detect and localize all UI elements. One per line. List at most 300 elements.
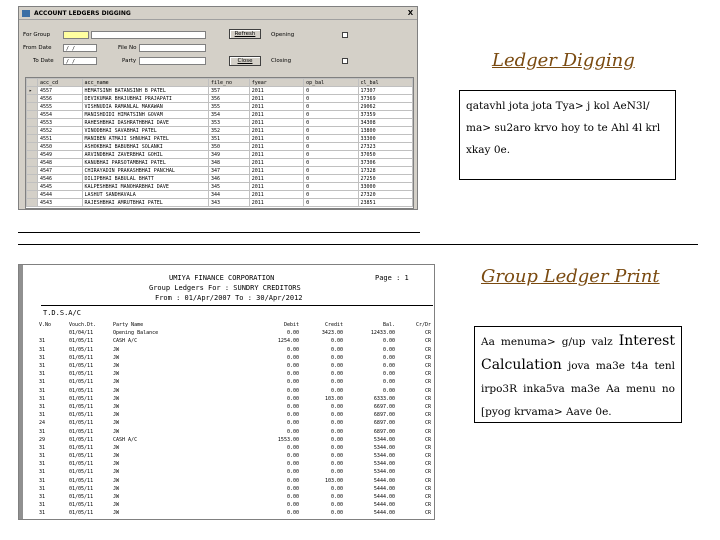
report-cell: 01/05/11 bbox=[69, 494, 94, 501]
report-cell: 01/05/11 bbox=[69, 485, 94, 492]
report-cell: 01/05/11 bbox=[69, 469, 94, 476]
ledger-cell-fyear[interactable]: 2011 bbox=[249, 191, 303, 199]
report-cell: 6897.00 bbox=[373, 412, 395, 419]
report-cell: 1553.00 bbox=[277, 436, 299, 443]
app-icon bbox=[22, 10, 30, 17]
ledger-cell-acc_name[interactable]: DILIPBHAI BABULAL BHATT bbox=[82, 175, 208, 183]
report-cell: 0.00 bbox=[286, 420, 299, 427]
report-row bbox=[39, 346, 431, 354]
ledger-cell-acc_cd[interactable]: 4552 bbox=[37, 127, 82, 135]
desc-text-pre: Aa menuma> g/up valz bbox=[481, 336, 613, 348]
report-cell: 31 bbox=[39, 354, 46, 361]
ledger-cell-acc_name[interactable]: KALPESHBHAI MANOHARBHAI DAVE bbox=[82, 183, 208, 191]
report-cell: 31 bbox=[39, 371, 46, 378]
report-cell: 0.00 bbox=[286, 461, 299, 468]
opening-label: Opening bbox=[271, 32, 295, 38]
report-cell: JW bbox=[113, 510, 120, 517]
report-row bbox=[39, 436, 431, 444]
row-selector[interactable] bbox=[27, 183, 38, 191]
ledger-cell-fyear[interactable]: 2011 bbox=[249, 111, 303, 119]
report-cell: 0.00 bbox=[286, 412, 299, 419]
ledger-row[interactable] bbox=[27, 119, 413, 127]
ledger-row[interactable] bbox=[27, 135, 413, 143]
ledger-cell-acc_name[interactable]: RAHESHBHAI DASHRATHBHAI DAVE bbox=[82, 119, 208, 127]
ledger-cell-file_no[interactable]: 356 bbox=[208, 95, 249, 103]
ledger-cell-fyear[interactable]: 2011 bbox=[249, 159, 303, 167]
ledger-cell-acc_cd[interactable]: 4544 bbox=[37, 191, 82, 199]
report-cell: 0.00 bbox=[330, 363, 343, 370]
ledger-row[interactable] bbox=[27, 127, 413, 135]
col-header[interactable]: file_no bbox=[208, 79, 249, 87]
ledger-cell-file_no[interactable]: 351 bbox=[208, 135, 249, 143]
ledger-cell-fyear[interactable]: 2011 bbox=[249, 95, 303, 103]
report-col-header: Credit bbox=[324, 322, 343, 329]
closing-label: Closing bbox=[271, 58, 292, 64]
ledger-cell-acc_cd[interactable]: 4556 bbox=[37, 95, 82, 103]
report-cell: 5444.00 bbox=[373, 502, 395, 509]
ledger-cell-cl_bal[interactable]: 29062 bbox=[358, 103, 412, 111]
report-col-header: Bal. bbox=[382, 322, 395, 329]
row-pointer-icon[interactable]: ▸ bbox=[27, 87, 38, 95]
report-cell: 0.00 bbox=[286, 330, 299, 337]
row-selector[interactable] bbox=[27, 127, 38, 135]
report-cell: 0.00 bbox=[286, 387, 299, 394]
ledger-cell-fyear[interactable]: 2011 bbox=[249, 199, 303, 207]
report-cell: 01/05/11 bbox=[69, 363, 94, 370]
ledger-cell-file_no[interactable]: 349 bbox=[208, 151, 249, 159]
report-cell: 0.00 bbox=[286, 346, 299, 353]
for-group-name-input[interactable] bbox=[91, 31, 206, 39]
ledger-cell-cl_bal[interactable]: 37050 bbox=[358, 151, 412, 159]
report-cell: 5344.00 bbox=[373, 436, 395, 443]
ledger-cell-fyear[interactable]: 2011 bbox=[249, 127, 303, 135]
report-cell: 31 bbox=[39, 510, 46, 517]
ledger-row[interactable] bbox=[27, 175, 413, 183]
report-row bbox=[39, 501, 431, 509]
ledger-cell-cl_bal[interactable]: 37359 bbox=[358, 111, 412, 119]
col-header[interactable]: acc_name bbox=[82, 79, 208, 87]
row-selector[interactable] bbox=[27, 143, 38, 151]
ledger-cell-op_bal[interactable]: 0 bbox=[304, 159, 358, 167]
report-cell: 01/05/11 bbox=[69, 510, 94, 517]
report-cell: 31 bbox=[39, 387, 46, 394]
report-cell: CR bbox=[424, 346, 431, 353]
report-cell: 0.00 bbox=[330, 379, 343, 386]
window-title: ACCOUNT LEDGERS DIGGING bbox=[34, 9, 131, 17]
report-col-header: Debit bbox=[283, 322, 299, 329]
report-row bbox=[39, 403, 431, 411]
ledger-cell-fyear[interactable]: 2011 bbox=[249, 183, 303, 191]
ledger-cell-file_no[interactable]: 344 bbox=[208, 191, 249, 199]
ledger-cell-acc_name[interactable]: LASHUT SANDHAVALA bbox=[82, 191, 208, 199]
ledger-cell-op_bal[interactable]: 0 bbox=[304, 191, 358, 199]
report-cell: JW bbox=[113, 461, 120, 468]
report-cell: 31 bbox=[39, 502, 46, 509]
party-label: Party bbox=[122, 58, 137, 64]
report-cell: CR bbox=[424, 428, 431, 435]
report-cell: 0.00 bbox=[382, 338, 395, 345]
ledger-cell-op_bal[interactable]: 0 bbox=[304, 175, 358, 183]
report-cell: JW bbox=[113, 379, 120, 386]
report-cell: 01/05/11 bbox=[69, 387, 94, 394]
report-row bbox=[39, 477, 431, 485]
closing-checkbox[interactable] bbox=[342, 58, 348, 64]
report-cell: 3423.00 bbox=[321, 330, 343, 337]
report-row bbox=[39, 362, 431, 370]
report-cell: 0.00 bbox=[286, 469, 299, 476]
report-cell: JW bbox=[113, 363, 120, 370]
refresh-button[interactable]: Refresh bbox=[229, 29, 261, 39]
ledger-row[interactable] bbox=[27, 95, 413, 103]
ledger-cell-op_bal[interactable]: 0 bbox=[304, 103, 358, 111]
window-titlebar bbox=[19, 7, 417, 20]
report-cell: CASH A/C bbox=[113, 338, 138, 345]
report-cell: CR bbox=[424, 510, 431, 517]
report-row bbox=[39, 468, 431, 476]
report-cell: JW bbox=[113, 494, 120, 501]
ledger-cell-acc_cd[interactable]: 4550 bbox=[37, 143, 82, 151]
report-cell: JW bbox=[113, 420, 120, 427]
desc-interest: Interest bbox=[618, 333, 675, 349]
col-header[interactable]: fyear bbox=[249, 79, 303, 87]
file-no-input[interactable] bbox=[139, 44, 206, 52]
report-cell: 01/05/11 bbox=[69, 436, 94, 443]
report-row bbox=[39, 452, 431, 460]
ledger-row[interactable] bbox=[27, 167, 413, 175]
ledger-cell-op_bal[interactable]: 0 bbox=[304, 135, 358, 143]
report-row bbox=[39, 493, 431, 501]
ledger-digging-window bbox=[18, 6, 418, 210]
ledger-cell-fyear[interactable]: 2011 bbox=[249, 87, 303, 95]
report-row bbox=[39, 411, 431, 419]
party-input[interactable] bbox=[139, 57, 206, 65]
report-cell: Opening Balance bbox=[113, 330, 159, 337]
row-selector[interactable] bbox=[27, 191, 38, 199]
report-cell: 5444.00 bbox=[373, 485, 395, 492]
report-cell: 31 bbox=[39, 379, 46, 386]
ledger-cell-fyear[interactable]: 2011 bbox=[249, 167, 303, 175]
report-cell: CR bbox=[424, 403, 431, 410]
ledger-cell-acc_name[interactable]: RAJESHBHAI AMRUTBHAI PATEL bbox=[82, 199, 208, 207]
ledger-cell-fyear[interactable]: 2011 bbox=[249, 119, 303, 127]
report-col-header: Vouch.Dt. bbox=[69, 322, 97, 329]
report-section-title: T.D.S.A/C bbox=[43, 309, 81, 317]
report-cell: JW bbox=[113, 444, 120, 451]
report-cell: 5444.00 bbox=[373, 494, 395, 501]
report-cell: 01/05/11 bbox=[69, 395, 94, 402]
report-cell: 0.00 bbox=[286, 354, 299, 361]
report-cell: 5444.00 bbox=[373, 510, 395, 517]
ledger-cell-file_no[interactable]: 347 bbox=[208, 167, 249, 175]
ledger-cell-acc_cd[interactable]: 4546 bbox=[37, 175, 82, 183]
ledger-cell-file_no[interactable]: 354 bbox=[208, 111, 249, 119]
ledger-cell-acc_name[interactable]: DEVIKUMAR BHAJUBHAI PRAJAPATI bbox=[82, 95, 208, 103]
ledger-row[interactable] bbox=[27, 151, 413, 159]
ledger-cell-acc_cd[interactable]: 4545 bbox=[37, 183, 82, 191]
report-cell: JW bbox=[113, 502, 120, 509]
row-selector[interactable] bbox=[27, 151, 38, 159]
ledger-cell-file_no[interactable]: 355 bbox=[208, 103, 249, 111]
ledger-cell-acc_name[interactable]: VISHNUDIA RAMANLAL MAKAWAN bbox=[82, 103, 208, 111]
to-date-input[interactable]: / / bbox=[63, 57, 97, 65]
report-cell: 0.00 bbox=[330, 453, 343, 460]
ledger-cell-acc_cd[interactable]: 4543 bbox=[37, 199, 82, 207]
opening-checkbox[interactable] bbox=[342, 32, 348, 38]
report-cell: CR bbox=[424, 494, 431, 501]
ledger-cell-acc_cd[interactable]: 4547 bbox=[37, 167, 82, 175]
report-cell: JW bbox=[113, 412, 120, 419]
report-cell: 5344.00 bbox=[373, 469, 395, 476]
ledger-cell-acc_name[interactable]: ASHOKBHAI BABUBHAI SOLANKI bbox=[82, 143, 208, 151]
ledger-cell-op_bal[interactable]: 0 bbox=[304, 151, 358, 159]
report-cell: 01/05/11 bbox=[69, 371, 94, 378]
report-cell: 0.00 bbox=[286, 453, 299, 460]
ledger-cell-fyear[interactable]: 2011 bbox=[249, 143, 303, 151]
report-cell: 103.00 bbox=[324, 477, 343, 484]
report-cell: 0.00 bbox=[286, 428, 299, 435]
report-cell: 01/05/11 bbox=[69, 502, 94, 509]
ledger-row[interactable] bbox=[27, 111, 413, 119]
ledger-cell-op_bal[interactable]: 0 bbox=[304, 127, 358, 135]
report-cell: 24 bbox=[39, 420, 46, 427]
ledger-cell-file_no[interactable]: 343 bbox=[208, 199, 249, 207]
report-col-header: Party Name bbox=[113, 322, 144, 329]
report-row bbox=[39, 378, 431, 386]
row-selector[interactable] bbox=[27, 95, 38, 103]
report-cell: JW bbox=[113, 428, 120, 435]
row-selector[interactable] bbox=[27, 199, 38, 207]
report-row bbox=[39, 337, 431, 345]
report-cell: CR bbox=[424, 387, 431, 394]
ledger-cell-file_no[interactable]: 353 bbox=[208, 119, 249, 127]
report-cell: 0.00 bbox=[330, 469, 343, 476]
ledger-cell-acc_cd[interactable]: 4554 bbox=[37, 111, 82, 119]
report-cell: 31 bbox=[39, 412, 46, 419]
ledger-digging-description: qatavhl jota jota Tya> j kol AeN3l/ ma> su2aro krvo hoy to te Ahl 4l krl xkay 0e. bbox=[459, 90, 676, 180]
report-cell: JW bbox=[113, 485, 120, 492]
report-cell: JW bbox=[113, 354, 120, 361]
report-cell: 01/05/11 bbox=[69, 346, 94, 353]
ledger-cell-cl_bal[interactable]: 23851 bbox=[358, 199, 412, 207]
report-row bbox=[39, 509, 431, 517]
report-row bbox=[39, 387, 431, 395]
group-ledger-report-window bbox=[18, 264, 435, 520]
report-cell: CR bbox=[424, 330, 431, 337]
desc-text-post: jova ma3e t4a tenl irpo3R inka5va ma3e Aa menu no [pyog krvama> Aave 0e. bbox=[481, 360, 675, 418]
report-cell: 0.00 bbox=[286, 363, 299, 370]
close-icon[interactable]: X bbox=[407, 9, 414, 17]
ledger-cell-acc_name[interactable]: ARVINDBHAI ZAVERBHAI GOHIL bbox=[82, 151, 208, 159]
row-selector[interactable] bbox=[27, 111, 38, 119]
ledger-cell-cl_bal[interactable]: 27323 bbox=[358, 143, 412, 151]
report-cell: 0.00 bbox=[330, 485, 343, 492]
report-table bbox=[39, 321, 431, 518]
ledger-cell-acc_name[interactable]: MANIBEN ATMAJI SHNUHAI PATEL bbox=[82, 135, 208, 143]
ledger-cell-file_no[interactable]: 352 bbox=[208, 127, 249, 135]
report-col-header: V.No bbox=[39, 322, 52, 329]
report-cell: JW bbox=[113, 346, 120, 353]
report-cell: CR bbox=[424, 420, 431, 427]
report-page-number: Page : 1 bbox=[375, 274, 409, 282]
ledger-cell-file_no[interactable]: 350 bbox=[208, 143, 249, 151]
ledger-row[interactable] bbox=[27, 87, 413, 95]
report-cell: JW bbox=[113, 477, 120, 484]
ledger-cell-file_no[interactable]: 345 bbox=[208, 183, 249, 191]
ledger-cell-cl_bal[interactable]: 13800 bbox=[358, 127, 412, 135]
ledger-row[interactable] bbox=[27, 183, 413, 191]
ledger-cell-cl_bal[interactable]: 17328 bbox=[358, 167, 412, 175]
col-header[interactable]: cl_bal bbox=[358, 79, 412, 87]
ledger-cell-acc_cd[interactable]: 4549 bbox=[37, 151, 82, 159]
col-header[interactable]: op_bal bbox=[304, 79, 358, 87]
report-row bbox=[39, 460, 431, 468]
report-cell: 01/05/11 bbox=[69, 444, 94, 451]
report-cell: 0.00 bbox=[286, 371, 299, 378]
group-ledger-print-heading: Group Ledger Print bbox=[481, 266, 660, 287]
report-cell: 31 bbox=[39, 338, 46, 345]
report-cell: 31 bbox=[39, 428, 46, 435]
report-cell: CR bbox=[424, 485, 431, 492]
report-cell: JW bbox=[113, 453, 120, 460]
ledger-cell-op_bal[interactable]: 0 bbox=[304, 199, 358, 207]
ledger-cell-fyear[interactable]: 2011 bbox=[249, 175, 303, 183]
ledger-cell-acc_name[interactable]: MANISHDIDI HIMATSINH GOVAM bbox=[82, 111, 208, 119]
report-cell: JW bbox=[113, 403, 120, 410]
report-cell: 0.00 bbox=[382, 387, 395, 394]
ledger-row[interactable] bbox=[27, 143, 413, 151]
report-row bbox=[39, 354, 431, 362]
ledger-cell-cl_bal[interactable]: 27320 bbox=[358, 191, 412, 199]
report-cell: CR bbox=[424, 477, 431, 484]
report-cell: 0.00 bbox=[286, 395, 299, 402]
ledger-cell-file_no[interactable]: 348 bbox=[208, 159, 249, 167]
ledger-cell-op_bal[interactable]: 0 bbox=[304, 95, 358, 103]
report-cell: 0.00 bbox=[286, 403, 299, 410]
report-cell: 31 bbox=[39, 494, 46, 501]
report-cell: CR bbox=[424, 371, 431, 378]
report-cell: 5344.00 bbox=[373, 444, 395, 451]
ledger-cell-op_bal[interactable]: 0 bbox=[304, 111, 358, 119]
ledger-row[interactable] bbox=[27, 191, 413, 199]
ledger-cell-file_no[interactable]: 346 bbox=[208, 175, 249, 183]
ledger-cell-cl_bal[interactable]: 27250 bbox=[358, 175, 412, 183]
ledger-row[interactable] bbox=[27, 159, 413, 167]
report-cell: 01/05/11 bbox=[69, 354, 94, 361]
report-cell: 31 bbox=[39, 444, 46, 451]
ledger-cell-acc_cd[interactable]: 4557 bbox=[37, 87, 82, 95]
report-cell: 0.00 bbox=[286, 485, 299, 492]
col-header[interactable]: acc_cd bbox=[37, 79, 82, 87]
ledger-cell-acc_name[interactable]: VINODBHAI SAVABHAI PATEL bbox=[82, 127, 208, 135]
report-cell: 01/05/11 bbox=[69, 477, 94, 484]
ledger-cell-fyear[interactable]: 2011 bbox=[249, 151, 303, 159]
ledger-cell-cl_bal[interactable]: 33000 bbox=[358, 183, 412, 191]
ledger-cell-acc_name[interactable]: HEMATSINH BATANSINH B PATEL bbox=[82, 87, 208, 95]
report-cell: 0.00 bbox=[330, 346, 343, 353]
report-cell: CR bbox=[424, 469, 431, 476]
ledger-grid[interactable] bbox=[25, 77, 414, 209]
for-group-label: For Group bbox=[23, 32, 51, 38]
ledger-digging-heading: Ledger Digging bbox=[492, 50, 635, 71]
report-cell: 0.00 bbox=[286, 477, 299, 484]
row-selector[interactable] bbox=[27, 103, 38, 111]
report-cell: 31 bbox=[39, 363, 46, 370]
row-selector[interactable] bbox=[27, 159, 38, 167]
report-cell: 0.00 bbox=[330, 428, 343, 435]
report-cell: 31 bbox=[39, 469, 46, 476]
ledger-cell-cl_bal[interactable]: 17307 bbox=[358, 87, 412, 95]
ledger-row[interactable] bbox=[27, 103, 413, 111]
ledger-cell-fyear[interactable]: 2011 bbox=[249, 103, 303, 111]
report-cell: CR bbox=[424, 395, 431, 402]
ledger-cell-acc_cd[interactable]: 4553 bbox=[37, 119, 82, 127]
report-cell: 01/05/11 bbox=[69, 412, 94, 419]
report-cell: 6897.00 bbox=[373, 420, 395, 427]
ledger-row[interactable] bbox=[27, 199, 413, 207]
ledger-cell-cl_bal[interactable]: 37369 bbox=[358, 95, 412, 103]
file-no-label: File No bbox=[118, 45, 137, 51]
ledger-cell-op_bal[interactable]: 0 bbox=[304, 183, 358, 191]
group-ledger-description bbox=[474, 326, 682, 423]
grid-selector-header bbox=[27, 79, 38, 87]
from-date-input[interactable]: / / bbox=[63, 44, 97, 52]
report-cell: 0.00 bbox=[286, 502, 299, 509]
report-cell: 01/05/11 bbox=[69, 379, 94, 386]
ledger-cell-acc_name[interactable]: KANUBHAI PARSOTAMBHAI PATEL bbox=[82, 159, 208, 167]
ledger-cell-cl_bal[interactable]: 37306 bbox=[358, 159, 412, 167]
ledger-cell-acc_cd[interactable]: 4555 bbox=[37, 103, 82, 111]
report-cell: CR bbox=[424, 363, 431, 370]
ledger-cell-op_bal[interactable]: 0 bbox=[304, 143, 358, 151]
report-scrollbar[interactable] bbox=[19, 265, 23, 519]
ledger-cell-op_bal[interactable]: 0 bbox=[304, 167, 358, 175]
ledger-cell-op_bal[interactable]: 0 bbox=[304, 119, 358, 127]
report-cell: 5344.00 bbox=[373, 461, 395, 468]
row-selector[interactable] bbox=[27, 135, 38, 143]
report-cell: 01/05/11 bbox=[69, 428, 94, 435]
ledger-cell-file_no[interactable]: 357 bbox=[208, 87, 249, 95]
report-cell: 31 bbox=[39, 395, 46, 402]
report-title: Group Ledgers For : SUNDRY CREDITORS bbox=[149, 284, 301, 292]
ledger-cell-fyear[interactable]: 2011 bbox=[249, 135, 303, 143]
report-cell: JW bbox=[113, 469, 120, 476]
report-cell: 0.00 bbox=[330, 420, 343, 427]
report-cell: 1254.00 bbox=[277, 338, 299, 345]
divider-short bbox=[18, 232, 420, 233]
ledger-cell-acc_cd[interactable]: 4548 bbox=[37, 159, 82, 167]
report-row bbox=[39, 419, 431, 427]
row-selector[interactable] bbox=[27, 119, 38, 127]
close-button[interactable]: Close bbox=[229, 56, 261, 66]
row-selector[interactable] bbox=[27, 175, 38, 183]
report-row bbox=[39, 427, 431, 435]
report-cell: 0.00 bbox=[286, 494, 299, 501]
report-cell: 0.00 bbox=[382, 346, 395, 353]
report-cell: 0.00 bbox=[330, 387, 343, 394]
desc-calculation: Calculation bbox=[481, 357, 562, 373]
ledger-cell-op_bal[interactable]: 0 bbox=[304, 87, 358, 95]
ledger-cell-acc_cd[interactable]: 4551 bbox=[37, 135, 82, 143]
report-cell: 6333.00 bbox=[373, 395, 395, 402]
report-cell: CASH A/C bbox=[113, 436, 138, 443]
report-cell: CR bbox=[424, 338, 431, 345]
ledger-cell-cl_bal[interactable]: 34308 bbox=[358, 119, 412, 127]
ledger-cell-acc_name[interactable]: CHIRAYADIN PRAKASHBHAI PANCHAL bbox=[82, 167, 208, 175]
report-cell: CR bbox=[424, 444, 431, 451]
row-selector[interactable] bbox=[27, 167, 38, 175]
for-group-code-input[interactable] bbox=[63, 31, 89, 39]
ledger-cell-cl_bal[interactable]: 33300 bbox=[358, 135, 412, 143]
